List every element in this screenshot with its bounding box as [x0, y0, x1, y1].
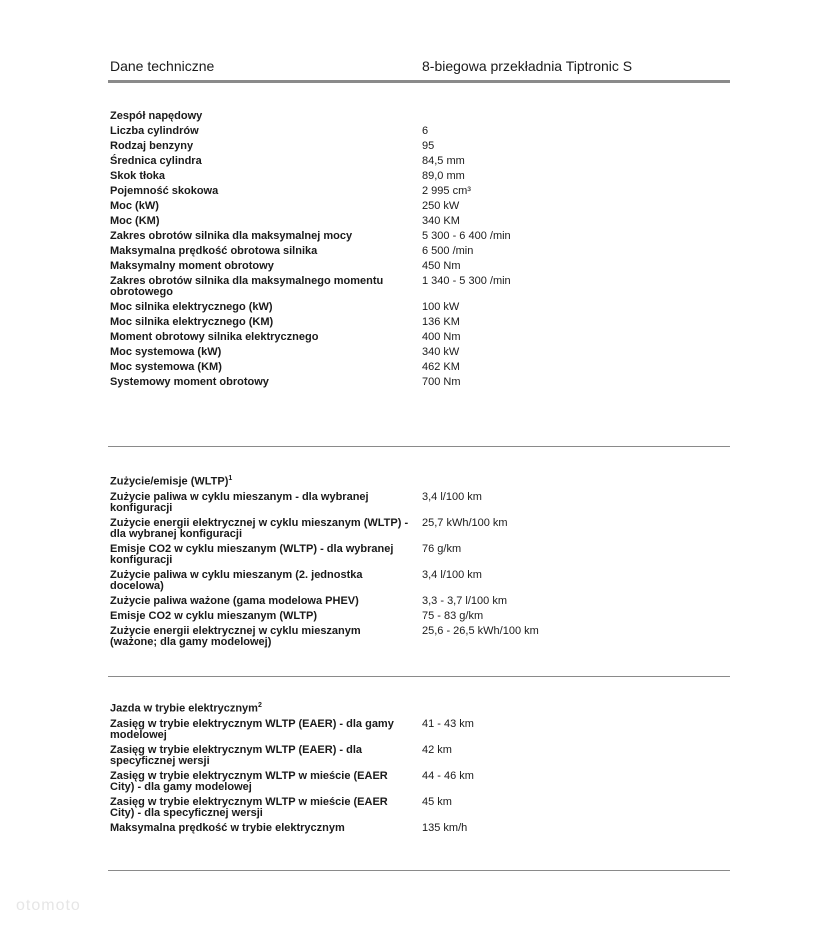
spec-row [110, 246, 730, 257]
section-title [110, 702, 730, 715]
spec-label: Średnica cylindra [110, 155, 202, 167]
spec-value: 25,7 kWh/100 km [422, 516, 508, 529]
spec-label: Emisje CO2 w cyklu mieszanym (WLTP) - dla wybranej konfiguracji [110, 542, 394, 566]
spec-label: Moc (kW) [110, 200, 159, 212]
watermark-logo: otomoto [16, 897, 81, 914]
spec-label: Zużycie energii elektrycznej w cyklu mieszanym (WLTP) - dla wybranej konfiguracji [110, 516, 409, 540]
spec-value: 462 KM [422, 361, 460, 373]
spec-row [110, 302, 730, 313]
spec-label: Rodzaj benzyny [110, 140, 194, 152]
spec-label: Pojemność skokowa [110, 185, 219, 197]
spec-row [110, 201, 730, 212]
spec-label: Skok tłoka [110, 170, 166, 182]
section-title-text: Zespół napędowy [110, 110, 203, 122]
spec-label: Moc silnika elektrycznego (kW) [110, 301, 273, 313]
spec-row [110, 797, 730, 819]
section-divider [108, 870, 730, 871]
spec-value: 6 500 /min [422, 245, 474, 257]
header-transmission: 8-biegowa przekładnia Tiptronic S [422, 58, 633, 74]
spec-value: 44 - 46 km [422, 769, 474, 782]
spec-label: Emisje CO2 w cyklu mieszanym (WLTP) [110, 609, 318, 622]
spec-row [110, 156, 730, 167]
spec-value: 41 - 43 km [422, 717, 474, 730]
spec-value: 75 - 83 g/km [422, 609, 484, 622]
spec-value: 400 Nm [422, 331, 461, 343]
spec-label: Zakres obrotów silnika dla maksymalnej mocy [110, 230, 353, 242]
spec-value: 2 995 cm³ [422, 185, 471, 197]
spec-label: Zakres obrotów silnika dla maksymalnego momentu obrotowego [110, 275, 384, 298]
section-title-text: Jazda w trybie elektrycznym [110, 702, 258, 715]
spec-row [110, 377, 730, 388]
section-drivetrain [110, 110, 730, 392]
footnote-marker: 1 [228, 475, 233, 482]
spec-row [110, 492, 730, 514]
spec-row [110, 347, 730, 358]
section-electric-driving [110, 702, 730, 838]
spec-row [110, 126, 730, 137]
spec-value: 25,6 - 26,5 kWh/100 km [422, 624, 539, 637]
spec-value: 45 km [422, 795, 452, 808]
spec-label: Zasięg w trybie elektrycznym WLTP w mieście (EAER City) - dla specyficznej wersji [110, 795, 388, 819]
spec-list [110, 126, 730, 388]
spec-label: Maksymalny moment obrotowy [110, 260, 274, 272]
spec-label: Moc systemowa (kW) [110, 346, 222, 358]
spec-value: 1 340 - 5 300 /min [422, 275, 511, 287]
spec-value: 3,4 l/100 km [422, 568, 482, 581]
spec-row [110, 231, 730, 242]
spec-row [110, 771, 730, 793]
spec-row [110, 570, 730, 592]
spec-row [110, 626, 730, 648]
spec-row [110, 362, 730, 373]
spec-label: Moc silnika elektrycznego (KM) [110, 316, 274, 328]
spec-value: 340 KM [422, 215, 460, 227]
spec-value: 3,4 l/100 km [422, 490, 482, 503]
spec-row [110, 823, 730, 834]
spec-label: Moment obrotowy silnika elektrycznego [110, 331, 319, 343]
spec-value: 3,3 - 3,7 l/100 km [422, 594, 507, 607]
spec-label: Zużycie paliwa ważone (gama modelowa PHEV) [110, 594, 359, 607]
spec-row [110, 596, 730, 607]
spec-label: Moc (KM) [110, 215, 160, 227]
spec-row [110, 317, 730, 328]
spec-label: Zużycie paliwa w cyklu mieszanym (2. jednostka docelowa) [110, 568, 363, 592]
spec-label: Zasięg w trybie elektrycznym WLTP w mieście (EAER City) - dla gamy modelowej [110, 769, 388, 793]
spec-row [110, 745, 730, 767]
spec-row [110, 171, 730, 182]
spec-row [110, 611, 730, 622]
spec-label: Zużycie energii elektrycznej w cyklu mieszanym (ważone; dla gamy modelowej) [110, 624, 361, 648]
spec-value: 135 km/h [422, 821, 468, 834]
spec-value: 6 [422, 125, 429, 137]
header-divider [108, 80, 730, 83]
spec-row [110, 186, 730, 197]
spec-value: 100 kW [422, 301, 460, 313]
section-title [110, 475, 730, 488]
spec-list [110, 492, 730, 648]
header-title: Dane techniczne [110, 58, 215, 74]
spec-value: 340 kW [422, 346, 460, 358]
spec-row [110, 719, 730, 741]
spec-value: 700 Nm [422, 376, 461, 388]
spec-list [110, 719, 730, 834]
spec-label: Zużycie paliwa w cyklu mieszanym - dla wybranej konfiguracji [110, 490, 369, 514]
footnote-marker: 2 [257, 702, 262, 709]
document-header [110, 58, 730, 82]
spec-value: 95 [422, 140, 435, 152]
spec-label: Liczba cylindrów [110, 125, 199, 137]
spec-row [110, 216, 730, 227]
spec-value: 250 kW [422, 200, 460, 212]
spec-label: Systemowy moment obrotowy [110, 376, 269, 388]
spec-value: 84,5 mm [422, 155, 465, 167]
section-divider [108, 676, 730, 677]
section-title-text: Zużycie/emisje (WLTP) [110, 475, 229, 488]
spec-value: 76 g/km [422, 542, 462, 555]
spec-row [110, 518, 730, 540]
spec-row [110, 141, 730, 152]
spec-row [110, 544, 730, 566]
spec-value: 42 km [422, 743, 452, 756]
spec-label: Maksymalna prędkość obrotowa silnika [110, 245, 318, 257]
spec-label: Moc systemowa (KM) [110, 361, 222, 373]
spec-label: Maksymalna prędkość w trybie elektrycznym [110, 821, 345, 834]
spec-row [110, 332, 730, 343]
spec-value: 89,0 mm [422, 170, 465, 182]
spec-label: Zasięg w trybie elektrycznym WLTP (EAER) - dla specyficznej wersji [110, 743, 363, 767]
spec-row [110, 276, 730, 298]
section-consumption [110, 475, 730, 652]
section-title [110, 110, 730, 122]
spec-value: 136 KM [422, 316, 460, 328]
spec-value: 5 300 - 6 400 /min [422, 230, 511, 242]
spec-label: Zasięg w trybie elektrycznym WLTP (EAER) - dla gamy modelowej [110, 717, 394, 741]
spec-row [110, 261, 730, 272]
spec-value: 450 Nm [422, 260, 461, 272]
section-divider [108, 446, 730, 447]
